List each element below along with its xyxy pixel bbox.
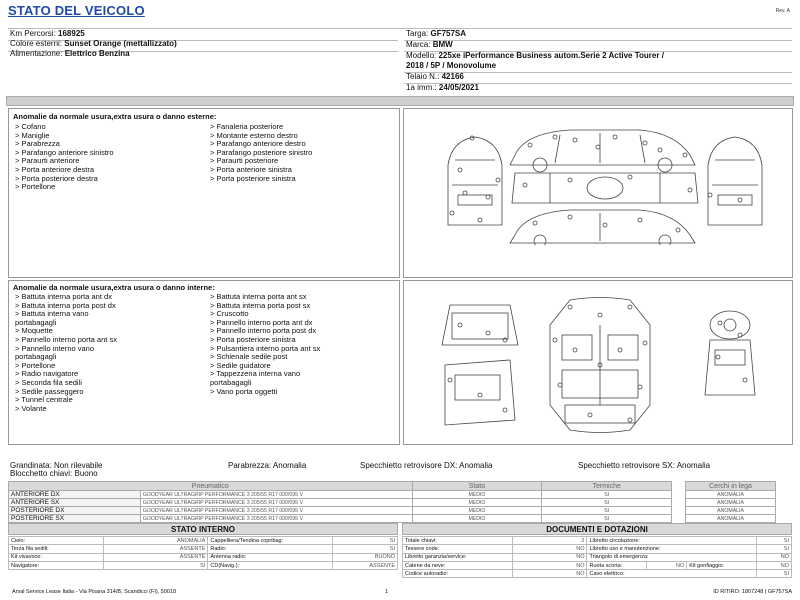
- table-row: Codice autoradio: NO Cavo elettrico: SI: [403, 570, 792, 578]
- telaio-row: Telaio N.: 42166: [406, 72, 464, 81]
- table-row: Tessere code: NO Libretto uso e manutenzione: SI: [403, 545, 792, 553]
- colore-row: Colore esterni: Sunset Orange (mettallizzato): [10, 39, 177, 48]
- stato-interno-title: STATO INTERNO: [8, 523, 398, 535]
- table-row: Totale chiavi: 2 Libretto circolazione: SI: [403, 537, 792, 545]
- table-row: Cielo: ANOMALIA Cappelliera/Tendina copribag: SI: [9, 537, 398, 545]
- grandinata-status: Grandinata: Non rilevabile: [10, 461, 103, 470]
- specchio-dx-status: Specchietto retrovisore DX: Anomalia: [360, 461, 493, 470]
- revision-label: Rev. A: [775, 8, 790, 14]
- specchio-sx-status: Specchietto retrovisore SX: Anomalia: [578, 461, 711, 470]
- car-exterior-diagram: [440, 125, 770, 245]
- immatricolazione-row: 1a imm.: 24/05/2021: [406, 83, 479, 92]
- table-row: Catene da neve: NO Ruota scorta: NO Kit gonfiaggio: NO: [403, 561, 792, 569]
- table-row: Terza fila sedili: ASSENTE Radio: SI: [9, 545, 398, 553]
- documenti-table: [402, 536, 792, 578]
- tyres-table: Pneumatico Stato Termiche Cerchi in lega ANTERIORE DX GOODYEAR ULTRAGRIP PERFORMANCE 3 205/55 R17 000/095 V MEDIO SI ANOMALIA ANTERIORE SX GOODYEAR ULTRAGRIP PERFORMANCE 3 205/55 R17 000/095 V MEDIO SI ANOMALIA POSTERIORE DX GOODYEAR ULTRAGRIP PERFORMANCE 3 205/55 R17 000/095 V MEDIO SI ANOMALIA POSTERIORE SX GOODYEAR ULTRAGRIP PERFORMANCE 3 205/55 R17 000/095 V MEDIO SI ANOMALIA: [8, 481, 776, 523]
- external-title: Anomalie da normale usura,extra usura o danno esterne:: [13, 112, 217, 121]
- footer-id: ID RITIRO: 1807248 | GF757SA: [713, 589, 792, 595]
- internal-title: Anomalie da normale usura,extra usura o danno interne:: [13, 283, 215, 292]
- km-row: Km Percorsi: 168925: [10, 29, 85, 38]
- footer-page-number: 1: [385, 589, 389, 595]
- marca-row: Marca: BMW: [406, 40, 453, 49]
- external-list-2: > Fanaleria posteriore > Montante esterno destro > Parafango anteriore destro > Parafango posteriore sinistro > Paraurti posteriore > Porta anteriore sinistra > Porta posteriore sinistra: [210, 122, 313, 183]
- table-row: POSTERIORE DX GOODYEAR ULTRAGRIP PERFORMANCE 3 205/55 R17 000/095 V MEDIO SI ANOMALIA: [9, 507, 776, 515]
- targa-row: Targa: GF757SA: [406, 29, 467, 38]
- internal-list-2: > Battuta interna porta ant sx > Battuta interna porta post sx > Cruscotto > Pannello interno porta ant dx > Pannello interno porta post dx > Porta posteriore sinistra > Pulsantiera interno porta ant sx > Schienale sedile post > Sedile guidatore > Tappezzeria interna vano portabagagli > Vano porta oggetti: [210, 292, 321, 396]
- table-row: Libretto garanzia/service: NO Triangolo di emergenza: NO: [403, 553, 792, 561]
- section-bar: [6, 96, 794, 106]
- table-row: POSTERIORE SX GOODYEAR ULTRAGRIP PERFORMANCE 3 205/55 R17 000/095 V MEDIO SI ANOMALIA: [9, 515, 776, 523]
- alimentazione-row: Alimentazione: Elettrico Benzina: [10, 49, 130, 58]
- footer-company: Arval Service Lease Italia - Via Pisana 314/B, Scandicci (FI), 50018: [12, 589, 177, 595]
- documenti-title: DOCUMENTI E DOTAZIONI: [402, 523, 792, 535]
- blocchetto-status: Blocchetto chiavi: Buono: [10, 469, 98, 478]
- external-list-1: > Cofano > Maniglie > Parabrezza > Parafango anteriore sinistro > Paraurti anteriore > Porta anteriore destra > Porta posteriore destra > Portellone: [15, 122, 114, 192]
- table-row: ANTERIORE DX GOODYEAR ULTRAGRIP PERFORMANCE 3 205/55 R17 000/095 V MEDIO SI ANOMALIA: [9, 491, 776, 499]
- table-row: ANTERIORE SX GOODYEAR ULTRAGRIP PERFORMANCE 3 205/55 R17 000/095 V MEDIO SI ANOMALIA: [9, 499, 776, 507]
- page-title: STATO DEL VEICOLO: [8, 3, 145, 18]
- divider: [8, 28, 792, 29]
- modello-row: Modello: 225xe iPerformance Business autom.Serie 2 Active Tourer /: [406, 51, 664, 60]
- parabrezza-status: Parabrezza: Anomalia: [228, 461, 307, 470]
- stato-interno-table: [8, 536, 398, 570]
- car-interior-diagram: [440, 295, 780, 435]
- modello-row-2: 2018 / 5P / Monovolume: [406, 61, 497, 70]
- table-row: Kit vivavoce: ASSENTE Antenna radio: BUONO: [9, 553, 398, 561]
- internal-list-1: > Battuta interna porta ant dx > Battuta interna porta post dx > Battuta interna vano portabagagli > Moquette > Pannello interno porta ant sx > Pannello interno vano portabagagli > Portellone > Radio navigatore > Seconda fila sedili > Sedile passeggero > Tunnel centrale > Volante: [15, 292, 117, 413]
- table-row: Navigatore: SI CD(Navig.): ASSENTE: [9, 561, 398, 569]
